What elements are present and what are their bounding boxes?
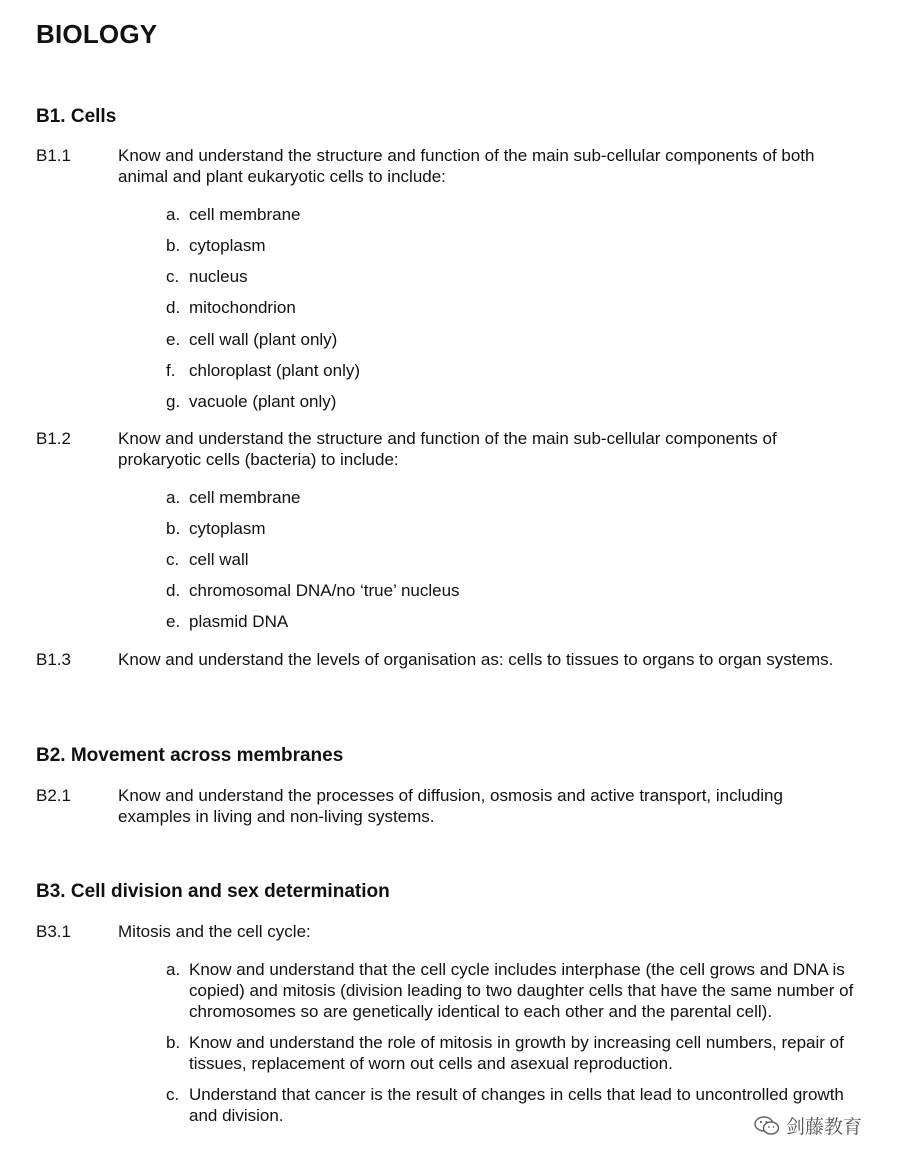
list-item-letter: e. (166, 330, 181, 349)
list-item-letter: b. (166, 519, 181, 538)
list-item (166, 204, 856, 225)
list-item (166, 487, 856, 508)
item-text-b1-1: Know and understand the structure and function of the main sub-cellular components of both animal and plant eukaryotic cells to include: (118, 146, 815, 186)
list-item (166, 611, 856, 632)
list-item-text: Understand that cancer is the result of changes in cells that lead to uncontrolled growth and division. (189, 1085, 844, 1125)
list-item (166, 297, 856, 318)
list-item (166, 580, 856, 601)
list-item-letter: c. (166, 1085, 180, 1104)
watermark (752, 1112, 864, 1139)
list-item (166, 518, 856, 539)
list-item (166, 391, 856, 412)
wechat-icon (754, 1115, 780, 1137)
list-item-letter: d. (166, 581, 181, 600)
list-item-letter: g. (166, 392, 181, 411)
list-item (166, 1032, 856, 1074)
document-title: BIOLOGY (36, 19, 158, 49)
section-heading-b2: B2. Movement across membranes (36, 745, 344, 766)
list-item-text: chromosomal DNA/no ‘true’ nucleus (189, 581, 460, 600)
list-item-letter: b. (166, 236, 181, 255)
list-item-letter: b. (166, 1033, 181, 1052)
item-code-b2-1: B2.1 (36, 786, 71, 805)
list-item-letter: a. (166, 960, 181, 979)
list-item-text: chloroplast (plant only) (189, 361, 361, 380)
list-item-text: Know and understand the role of mitosis in growth by increasing cell numbers, repair of tissues, replacement of worn out cells and asexual reproduction. (189, 1033, 844, 1073)
list-item-letter: d. (166, 298, 181, 317)
item-text-b1-3: Know and understand the levels of organisation as: cells to tissues to organs to organ systems. (118, 650, 834, 669)
list-item-text: cytoplasm (189, 236, 266, 255)
sub-list-b1-1 (166, 204, 856, 412)
section-heading-b1: B1. Cells (36, 106, 117, 127)
item-code-b1-1: B1.1 (36, 146, 71, 165)
list-item-text: plasmid DNA (189, 612, 289, 631)
list-item-letter: c. (166, 550, 180, 569)
list-item-letter: a. (166, 205, 181, 224)
list-item (166, 329, 856, 350)
list-item-text: cell membrane (189, 205, 301, 224)
list-item-letter: f. (166, 361, 176, 380)
list-item-letter: a. (166, 488, 181, 507)
section-heading-b3: B3. Cell division and sex determination (36, 881, 390, 902)
list-item-text: mitochondrion (189, 298, 296, 317)
item-text-b3-1: Mitosis and the cell cycle: (118, 922, 311, 941)
item-text-b2-1: Know and understand the processes of diffusion, osmosis and active transport, including examples in living and non-living systems. (118, 786, 783, 826)
item-code-b1-2: B1.2 (36, 429, 71, 448)
list-item-text: cytoplasm (189, 519, 266, 538)
list-item-text: cell wall (189, 550, 249, 569)
item-code-b3-1: B3.1 (36, 922, 71, 941)
list-item (166, 959, 856, 1022)
list-item-text: Know and understand that the cell cycle includes interphase (the cell grows and DNA is copied) and mitosis (division leading to two daughter cells that have the same number of chromosomes so are genetically identical to each other and the parental cell). (189, 960, 854, 1021)
list-item (166, 360, 856, 381)
list-item (166, 549, 856, 570)
list-item-text: cell wall (plant only) (189, 330, 338, 349)
list-item (166, 266, 856, 287)
item-code-b1-3: B1.3 (36, 650, 71, 669)
list-item-letter: c. (166, 267, 180, 286)
sub-list-b3-1 (166, 959, 856, 1126)
list-item-text: vacuole (plant only) (189, 392, 337, 411)
list-item-letter: e. (166, 612, 181, 631)
list-item-text: nucleus (189, 267, 248, 286)
list-item (166, 235, 856, 256)
list-item-text: cell membrane (189, 488, 301, 507)
item-text-b1-2: Know and understand the structure and function of the main sub-cellular components of prokaryotic cells (bacteria) to include: (118, 429, 777, 469)
watermark-text: 剑藤教育 (786, 1117, 863, 1138)
sub-list-b1-2 (166, 487, 856, 632)
